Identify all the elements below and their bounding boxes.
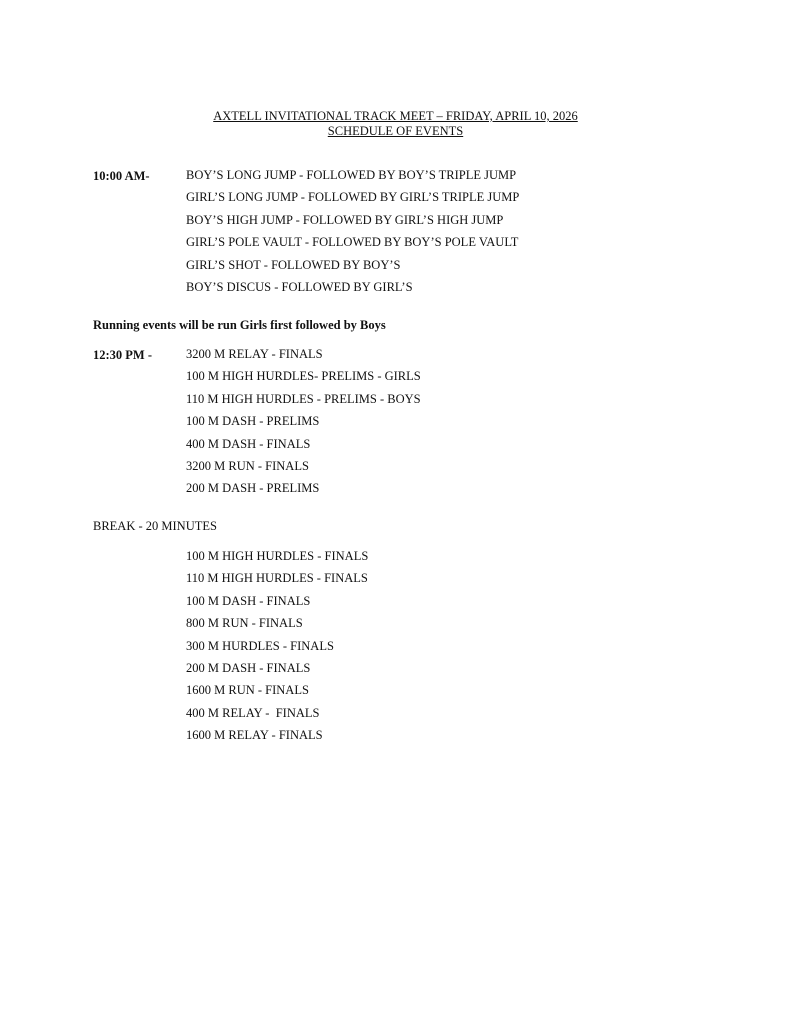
document-subtitle: SCHEDULE OF EVENTS	[327, 124, 464, 138]
field-events-list	[186, 168, 519, 302]
list-item: BOY’S HIGH JUMP - FOLLOWED BY GIRL’S HIGH JUMP	[186, 212, 504, 227]
list-item: 400 M DASH - FINALS	[186, 436, 311, 451]
document-title: AXTELL INVITATIONAL TRACK MEET – FRIDAY, APRIL 10, 2026	[213, 109, 578, 123]
list-item: 100 M HIGH HURDLES - FINALS	[186, 549, 369, 563]
list-item: 100 M HIGH HURDLES- PRELIMS - GIRLS	[186, 369, 421, 384]
list-item: 110 M HIGH HURDLES - PRELIMS - BOYS	[186, 391, 421, 406]
list-item: 800 M RUN - FINALS	[186, 616, 303, 631]
field-events-time: 10:00 AM-	[93, 169, 150, 183]
break-label: BREAK - 20 MINUTES	[93, 519, 217, 533]
list-item: GIRL’S LONG JUMP - FOLLOWED BY GIRL’S TRIPLE JUMP	[186, 190, 520, 205]
running-events-note: Running events will be run Girls first followed by Boys	[93, 318, 386, 332]
running-events-list	[186, 347, 421, 504]
running-events-time: 12:30 PM -	[93, 348, 153, 362]
list-item: 3200 M RELAY - FINALS	[186, 347, 323, 361]
list-item: 1600 M RELAY - FINALS	[186, 728, 323, 743]
finals-events-list	[186, 549, 368, 751]
list-item: 100 M DASH - FINALS	[186, 593, 311, 608]
list-item: 110 M HIGH HURDLES - FINALS	[186, 571, 368, 586]
list-item: 300 M HURDLES - FINALS	[186, 638, 334, 653]
list-item: GIRL’S POLE VAULT - FOLLOWED BY BOY’S POLE VAULT	[186, 235, 519, 250]
list-item: GIRL’S SHOT - FOLLOWED BY BOY’S	[186, 257, 401, 272]
list-item: BOY’S DISCUS - FOLLOWED BY GIRL’S	[186, 279, 413, 294]
list-item: 3200 M RUN - FINALS	[186, 458, 309, 473]
list-item: BOY’S LONG JUMP - FOLLOWED BY BOY’S TRIPLE JUMP	[186, 168, 517, 182]
list-item: 200 M DASH - FINALS	[186, 660, 311, 675]
list-item: 100 M DASH - PRELIMS	[186, 414, 320, 429]
list-item: 400 M RELAY - FINALS	[186, 705, 320, 720]
list-item: 1600 M RUN - FINALS	[186, 683, 309, 698]
list-item: 200 M DASH - PRELIMS	[186, 481, 320, 496]
